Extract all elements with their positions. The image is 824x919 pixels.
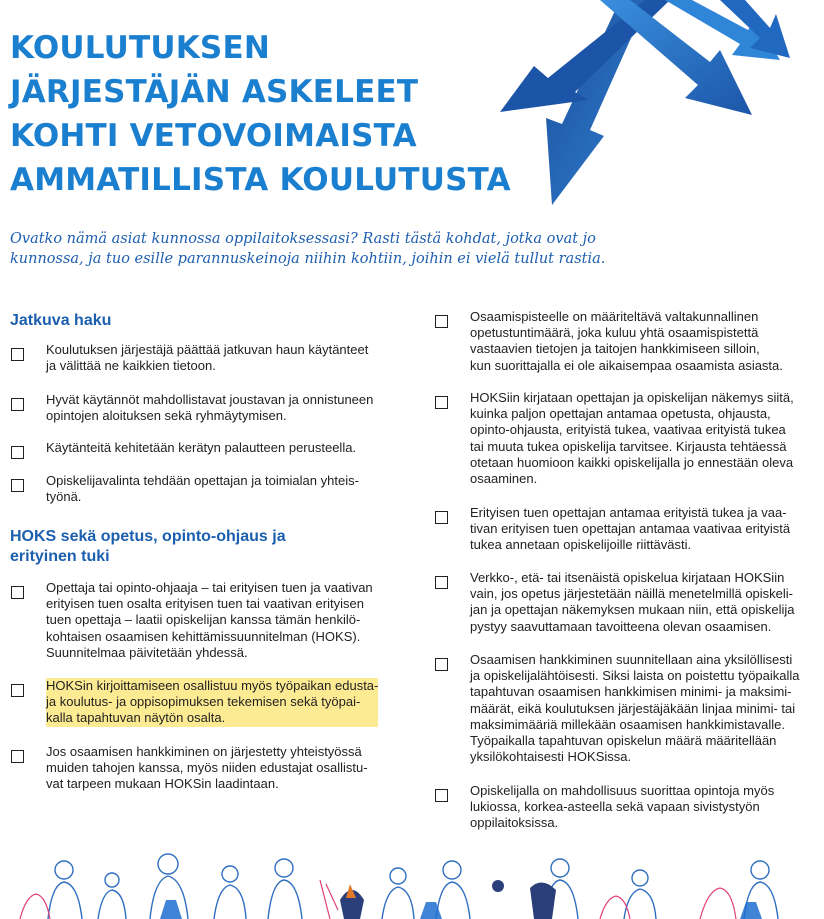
checkbox-icon[interactable] bbox=[11, 398, 24, 411]
checklist-item-text: Opettaja tai opinto-ohjaaja – tai erityisen tuen ja vaativan erityisen tuen osalta erityisen tuen tai vaativan erityisen tuen opettaja – laatii opiskelijan kanssa tämän henkilö- kohtaisen osaamisen kehittämissuunnitelman (HOKS). Suunnitelmaa päivitetään yhdessä. bbox=[46, 580, 373, 660]
people-illustration bbox=[0, 840, 824, 919]
checkbox-icon[interactable] bbox=[435, 658, 448, 671]
title-line: AMMATILLISTA KOULUTUSTA bbox=[10, 162, 511, 198]
checklist-item-text: Jos osaamisen hankkiminen on järjestetty yhteistyössä muiden tahojen kanssa, myös niiden edustajat osallistu- vat tarpeen mukaan HOKSin laadintaan. bbox=[46, 744, 368, 792]
arrows-illustration bbox=[470, 0, 824, 215]
checklist-item-text: Opiskelijalla on mahdollisuus suorittaa opintoja myös lukiossa, korkea-asteella sekä vapaan sivistystyön oppilaitoksissa. bbox=[470, 783, 775, 831]
checkbox-icon[interactable] bbox=[435, 511, 448, 524]
checkbox-icon[interactable] bbox=[11, 446, 24, 459]
checkbox-icon[interactable] bbox=[11, 684, 24, 697]
intro-text bbox=[10, 229, 650, 269]
title-line: KOHTI VETOVOIMAISTA bbox=[10, 118, 417, 154]
checklist-item-text: Koulutuksen järjestäjä päättää jatkuvan haun käytänteet ja välittää ne kaikkien tietoon. bbox=[46, 342, 369, 374]
title-line: KOULUTUKSEN bbox=[10, 30, 270, 66]
checkbox-icon[interactable] bbox=[435, 576, 448, 589]
checkbox-icon[interactable] bbox=[11, 750, 24, 763]
checklist-item-text: Osaamispisteelle on määriteltävä valtakunnallinen opetustuntimäärä, joka kuluu yhtä osaamispistettä vastaavien tietojen ja taitojen hankkimiseen silloin, kun suorittajalla ei ole aikaisempaa osaamista asiasta. bbox=[470, 309, 783, 373]
checklist-item-text: HOKSin kirjoittamiseen osallistuu myös työpaikan edusta- ja koulutus- ja oppisopimuksen tekemisen sekä työpai- kalla tapahtuvan näytön osalta. bbox=[46, 678, 379, 726]
intro-line: kunnossa, ja tuo esille parannuskeinoja niihin kohtiin, joihin ei vielä tullut rastia. bbox=[10, 251, 606, 267]
checkbox-icon[interactable] bbox=[11, 586, 24, 599]
page-title bbox=[10, 26, 530, 202]
checkbox-icon[interactable] bbox=[11, 348, 24, 361]
checklist-item-text: Käytänteitä kehitetään kerätyn palautteen perusteella. bbox=[46, 440, 357, 455]
checklist-item-text: Osaamisen hankkiminen suunnitellaan aina yksilöllisesti ja opiskelijalähtöisesti. Siksi laista on poistettu työpaikalla tapahtuvan osaamisen hankkimisen minimi- ja maksimi- määrät, eikä koulutuksen järjestäjäkään linjaa minimi- tai maksimimääriä millekään osaamisen hankkimistavalle. Työpaikalla tapahtuvan opiskelun määrä määritellään yksilökohtaisesti HOKSissa. bbox=[470, 652, 800, 765]
checklist-item-text: Opiskelijavalinta tehdään opettajan ja toimialan yhteis- työnä. bbox=[46, 473, 359, 505]
checklist-item-text: Erityisen tuen opettajan antamaa erityistä tukea ja vaa- tivan erityisen tuen opettajan antamaa vaativaa erityistä tukea annetaan opiskelijoille riittävästi. bbox=[470, 505, 791, 553]
section-heading-hoks: HOKS sekä opetus, opinto-ohjaus ja erityinen tuki bbox=[10, 528, 286, 565]
title-line: JÄRJESTÄJÄN ASKELEET bbox=[10, 74, 419, 110]
checkbox-icon[interactable] bbox=[435, 789, 448, 802]
checklist-item-text: Hyvät käytännöt mahdollistavat joustavan ja onnistuneen opintojen aloituksen sekä ryhmäytymisen. bbox=[46, 392, 374, 424]
checkbox-icon[interactable] bbox=[435, 315, 448, 328]
checklist-item-text: Verkko-, etä- tai itsenäistä opiskelua kirjataan HOKSiin vain, jos opetus järjestetään näillä menetelmillä opiskeli- jan ja opettajan näkemyksen mukaan niin, että opiskelija pystyy saavuttamaan tavoitteena olevan osaamisen. bbox=[470, 570, 795, 634]
checklist-item-text: HOKSiin kirjataan opettajan ja opiskelijan näkemys siitä, kuinka paljon opettajan antamaa opetusta, ohjausta, opinto-ohjausta, erityistä tukea, vaativaa erityistä tukea tai muuta tukea opiskelija tarvitsee. Kirjausta tehtäessä otetaan huomioon kaikki opiskelijalla jo ennestään oleva osaaminen. bbox=[470, 390, 794, 487]
checkbox-icon[interactable] bbox=[11, 479, 24, 492]
intro-line: Ovatko nämä asiat kunnossa oppilaitoksessasi? Rasti tästä kohdat, jotka ovat jo bbox=[10, 231, 596, 247]
checkbox-icon[interactable] bbox=[435, 396, 448, 409]
section-heading-jatkuva-haku: Jatkuva haku bbox=[10, 312, 112, 329]
